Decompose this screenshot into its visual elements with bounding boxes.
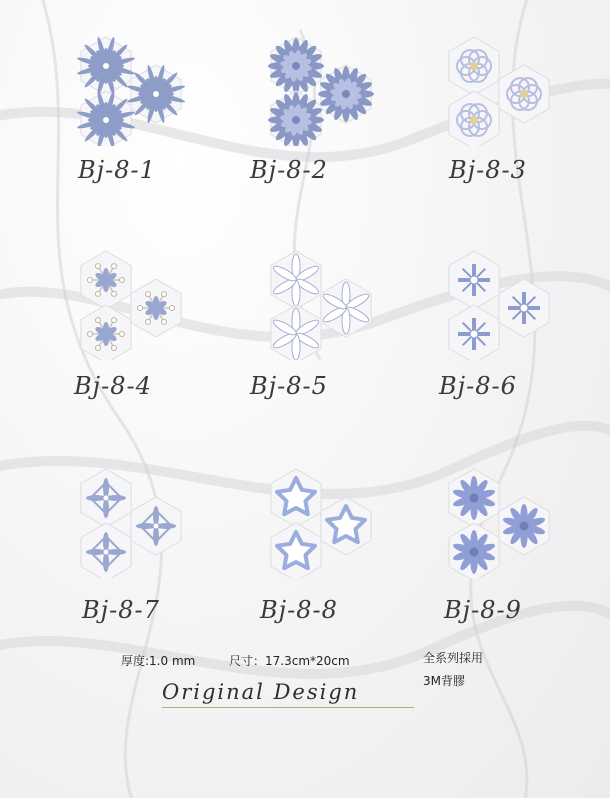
product-bj-8-5-image [248,250,398,360]
hex-tile [449,523,499,578]
hex-tile [81,251,131,309]
hex-tile [268,37,324,95]
hex-tile [81,469,131,527]
hex-tile-set [248,36,398,146]
hex-tile [131,279,181,337]
hex-tile [81,305,131,360]
hex-tile [76,90,135,146]
hex-tile [268,91,324,146]
hex-tile [449,91,499,146]
hex-tile-set [58,36,208,146]
product-code: Bj-8-3 [449,156,527,184]
hex-tile [271,251,321,309]
product-bj-8-2-image [248,36,398,146]
product-bj-8-7-image [58,468,208,578]
product-bj-8-8-image [248,468,398,578]
hex-tile [449,37,499,95]
hex-tile [449,251,499,309]
product-code: Bj-8-2 [250,156,328,184]
adhesive-note: 3M背膠 [423,674,465,688]
product-code: Bj-8-8 [260,596,338,624]
hex-tile [271,523,321,578]
product-code: Bj-8-6 [439,372,517,400]
product-bj-8-6-image [426,250,576,360]
hex-tile-set [248,468,398,578]
hex-tile [271,469,321,527]
tagline-underline [162,707,414,708]
hex-tile [499,65,549,123]
product-code: Bj-8-1 [78,156,156,184]
original-design-tagline: Original Design [162,680,360,704]
hex-tile-set [426,36,576,146]
product-code: Bj-8-5 [250,372,328,400]
hex-tile-set [426,468,576,578]
size-spec: 尺寸：17.3cm*20cm [229,654,350,668]
hex-tile-set [58,250,208,360]
hex-tile [318,65,374,123]
hex-tile [499,279,549,337]
product-code: Bj-8-7 [82,596,160,624]
hex-tile-set [58,468,208,578]
thickness-spec: 厚度:1.0 mm [121,654,196,668]
hex-tile [499,497,549,555]
hex-tile [321,279,371,337]
product-code: Bj-8-9 [444,596,522,624]
hex-tile [81,523,131,578]
hex-tile [131,497,181,555]
series-note: 全系列採用 [423,651,484,665]
hex-tile [449,305,499,360]
hex-tile [126,64,185,123]
hex-tile-set [426,250,576,360]
product-bj-8-9-image [426,468,576,578]
hex-tile [321,497,371,555]
hex-tile-set [248,250,398,360]
hex-tile [76,36,135,95]
product-bj-8-4-image [58,250,208,360]
hex-tile [449,469,499,527]
hex-tile [271,305,321,360]
product-bj-8-3-image [426,36,576,146]
product-bj-8-1-image [58,36,208,146]
product-code: Bj-8-4 [74,372,152,400]
